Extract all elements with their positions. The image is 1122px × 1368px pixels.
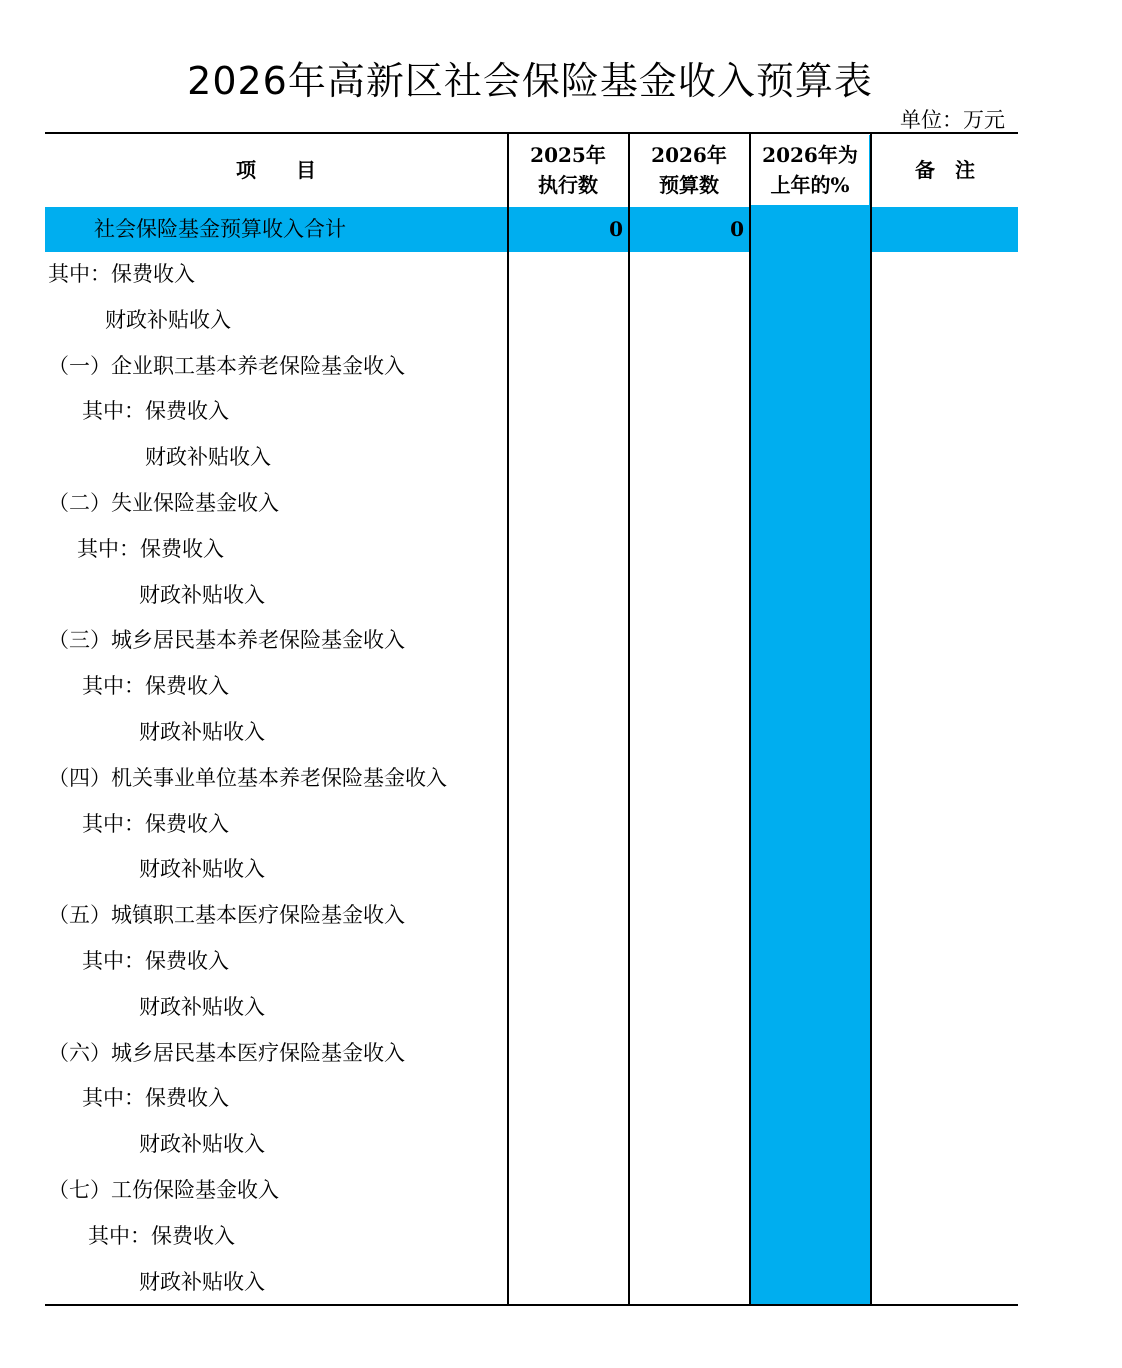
- total-row-label: 社会保险基金预算收入合计: [94, 217, 346, 241]
- table-top-rule: [45, 132, 1018, 134]
- table-row-label: （五）城镇职工基本医疗保险基金收入: [48, 903, 405, 927]
- unit-label: 单位：万元: [900, 108, 1005, 132]
- total-exec-2025-value: 0: [609, 217, 623, 241]
- table-row-label: 其中：保费收入: [82, 1086, 229, 1110]
- table-row-label: 财政补贴收入: [139, 720, 265, 744]
- column-divider: [870, 133, 872, 1305]
- column-divider: [628, 133, 630, 1305]
- header-exec-2025-line2: 执行数: [537, 173, 598, 197]
- header-remark: [872, 135, 1018, 205]
- table-row-label: 其中：保费收入: [82, 949, 229, 973]
- column-divider: [749, 133, 751, 1305]
- table-row-label: 财政补贴收入: [139, 1132, 265, 1156]
- column-divider: [507, 133, 509, 1305]
- table-bottom-rule: [45, 1304, 1018, 1306]
- table-row-label: 其中：保费收入: [82, 812, 229, 836]
- table-row-label: 财政补贴收入: [139, 995, 265, 1019]
- table-row-label: 其中：保费收入: [82, 399, 229, 423]
- table-row-label: （二）失业保险基金收入: [48, 491, 279, 515]
- table-row-label: 财政补贴收入: [145, 445, 271, 469]
- table-row-label: 其中：保费收入: [88, 1224, 235, 1248]
- table-row-label: 财政补贴收入: [139, 857, 265, 881]
- header-pct-line1: 2026年为: [762, 143, 858, 167]
- table-row-label: （一）企业职工基本养老保险基金收入: [48, 354, 405, 378]
- header-item: [45, 135, 507, 205]
- page-title: 2026年高新区社会保险基金收入预算表: [187, 59, 873, 103]
- header-budget-2026-line1: 2026年: [651, 143, 727, 167]
- pct-column-highlight: [751, 135, 871, 1304]
- header-budget-2026-line2: 预算数: [658, 173, 719, 197]
- table-row-label: （四）机关事业单位基本养老保险基金收入: [48, 766, 447, 790]
- table-row-label: 其中：保费收入: [48, 262, 195, 286]
- header-item-label: 项 目: [236, 158, 316, 182]
- header-budget-2026: [630, 135, 748, 205]
- total-budget-2026-value: 0: [730, 217, 744, 241]
- table-row-label: 其中：保费收入: [82, 674, 229, 698]
- table-row-label: 财政补贴收入: [105, 308, 231, 332]
- table-row-label: （三）城乡居民基本养老保险基金收入: [48, 628, 405, 652]
- header-pct: [751, 135, 869, 205]
- table-row-label: （六）城乡居民基本医疗保险基金收入: [48, 1041, 405, 1065]
- header-pct-line2: 上年的%: [770, 173, 850, 197]
- table-row-label: 财政补贴收入: [139, 1270, 265, 1294]
- table-row-label: 财政补贴收入: [139, 583, 265, 607]
- table-row-label: 其中：保费收入: [77, 537, 224, 561]
- table-row-label: （七）工伤保险基金收入: [48, 1178, 279, 1202]
- header-exec-2025: [509, 135, 627, 205]
- header-exec-2025-line1: 2025年: [530, 143, 606, 167]
- header-remark-label: 备 注: [915, 158, 975, 182]
